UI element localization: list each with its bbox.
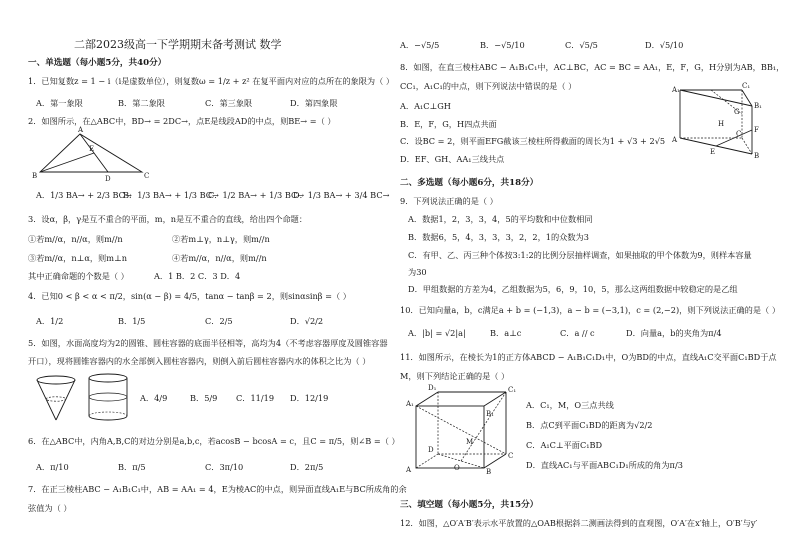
q11-label-b1: B₁ [486,410,494,418]
q10-stem: 10．已知向量a，b，c满足a + b = (−1,3)，a − b = (−3,1)，c = (2,−2)，则下列说法正确的是（ ） [400,305,781,315]
q3-proposition-3: ③若m//α，n⊥α，则m⊥n [28,253,127,263]
q1-option-c[interactable]: C．第三象限 [205,98,253,108]
q9-option-b[interactable]: B．数据6，5，4，3，3，3，2，2，1的众数为3 [408,232,589,242]
q8-option-b[interactable]: B．E，F，G，H四点共面 [400,119,497,129]
q2-option-a[interactable]: A．1/3 BA→ + 2/3 BC→ [36,190,132,200]
q5-stem-line-1: 5．如图，水面高度均为2的圆锥、圆柱容器的底面半径相等，高均为4（不考虑容器厚度及圆锥容器 [28,338,388,348]
q2-label-a: A [78,126,84,134]
q3-question: 其中正确命题的个数是（ ） [28,271,129,281]
q11-stem-line-1: 11．如图所示，在棱长为1的正方体ABCD − A₁B₁C₁D₁中，O为BD的中点，直线A₁C交平面C₁BD于点 [400,352,777,362]
q9-stem: 9．下列说法正确的是（ ） [400,196,498,206]
q6-option-c[interactable]: C．3π/10 [205,462,244,472]
q8-label-c1: C₁ [742,82,751,90]
page-title: 二部2023级高一下学期期末备考测试 数学 [74,38,282,51]
q8-label-a1: A₁ [672,86,680,94]
q10-option-c[interactable]: C．a // c [560,328,595,338]
q8-option-a[interactable]: A．A₁C⊥GH [400,101,451,111]
q11-label-c: C [508,452,514,460]
q4-option-a[interactable]: A．1/2 [36,316,64,326]
q3-proposition-4: ④若m//α，n//α，则m//n [172,253,267,263]
q11-label-a1: A₁ [406,400,414,408]
q8-label-b: B [754,152,760,160]
q10-option-a[interactable]: A．|b| = √2|a| [408,328,466,338]
q10-option-b[interactable]: B．a⊥c [490,328,522,338]
q8-label-a: A [672,136,678,144]
q8-stem-line-2: CC₁，A₁C₁的中点，则下列说法中错误的是（ ） [400,81,577,91]
q1-option-a[interactable]: A．第一象限 [36,98,83,108]
q7-stem-line-1: 7．在正三棱柱ABC − A₁B₁C₁中，AB = AA₁ = 4，E为棱AC的中点，则异面直线A₁E与BC所成角的余 [28,484,407,494]
q5-stem-line-2: 开口），现将圆锥容器内的水全部倒入圆柱容器内，则倒入前后圆柱容器内水的体积之比为（ ） [28,356,371,366]
q11-option-c[interactable]: C．A₁C⊥平面C₁BD [526,440,603,450]
q5-option-d[interactable]: D．12/19 [290,393,329,403]
q8-option-c[interactable]: C．设BC = 2，则平面EFG截该三棱柱所得截面的周长为1 + √3 + 2√5 [400,136,666,146]
q4-option-b[interactable]: B．1/5 [118,316,146,326]
q3-stem: 3．设α，β，γ是互不重合的平面，m，n是互不重合的直线，给出四个命题： [28,214,308,224]
q1-option-d[interactable]: D．第四象限 [290,98,338,108]
section-multiple-choice: 二、多选题（每小题6分，共18分） [400,178,539,188]
q3-proposition-2: ②若m⊥γ，n⊥γ，则m//n [172,234,270,244]
q9-option-c-continued: 为30 [408,267,427,277]
q3-proposition-1: ①若m//α，n//α，则m//n [28,234,123,244]
q11-label-a: A [406,466,412,474]
q11-label-c1: C₁ [508,386,517,394]
q2-triangle-figure [32,126,150,183]
q2-label-c: C [144,172,150,180]
q7-option-b[interactable]: B．−√5/10 [480,40,525,50]
q6-stem: 6．在△ABC中，内角A,B,C的对边分别是a,b,c，若acosB − bcosA = c，且C = π/5，则∠B =（ ） [28,436,400,446]
q6-option-a[interactable]: A．π/10 [36,462,69,472]
q4-option-d[interactable]: D．√2/2 [290,316,324,326]
section-single-choice: 一、单选题（每小题5分，共40分） [28,58,167,68]
q8-prism-figure [672,82,762,160]
q4-option-c[interactable]: C．2/5 [205,316,233,326]
q8-label-c: C [736,130,742,138]
q11-label-b: B [486,468,492,476]
q7-option-c[interactable]: C．√5/5 [565,40,598,50]
q7-option-d[interactable]: D．√5/10 [645,40,684,50]
q8-label-b1: B₁ [754,102,762,110]
left-column [28,0,407,560]
q1-stem: 1．已知复数z = 1 − i（i是虚数单位），则复数ω = 1/z + z² 在复平面内对应的点所在的象限为（ ） [28,76,395,86]
q9-option-d[interactable]: D．甲组数据的方差为4，乙组数据为5，6，9，10，5，那么这两组数据中较稳定的是乙组 [408,284,738,294]
q11-stem-line-2: M，则下列结论正确的是（ ） [400,371,510,381]
q2-stem: 2．如图所示，在△ABC中，BD→ = 2DC→，点E是线段AD的中点，则BE→ =（ ） [28,116,336,126]
q11-label-m: M [466,438,474,446]
q6-option-b[interactable]: B．π/5 [118,462,146,472]
q2-option-c[interactable]: C．1/2 BA→ + 1/3 BC→ [208,190,305,200]
q12-stem: 12．如图，△O′A′B′表示水平放置的△OAB根据斜二测画法得到的直观图，O′A′在x′轴上，O′B′与y′ [400,518,758,528]
q1-option-b[interactable]: B．第二象限 [118,98,165,108]
q2-option-d[interactable]: D．1/3 BA→ + 3/4 BC→ [293,190,390,200]
q8-label-f: F [754,126,759,134]
right-column [400,0,785,560]
q5-option-c[interactable]: C．11/19 [236,393,275,403]
q9-option-a[interactable]: A．数据1，2，3，3，4，5的平均数和中位数相同 [408,214,593,224]
q11-cube-figure [406,384,520,476]
q11-label-d: D [428,446,434,454]
q7-option-a[interactable]: A．−√5/5 [400,40,440,50]
q3-options[interactable]: A．1 B．2 C．3 D．4 [154,271,241,281]
q11-option-a[interactable]: A．C₁，M，O三点共线 [526,400,614,410]
q2-option-b[interactable]: B．1/3 BA→ + 1/3 BC→ [123,190,219,200]
q2-label-b: B [32,172,38,180]
q10-option-d[interactable]: D．向量a，b的夹角为π/4 [626,328,722,338]
q9-option-c[interactable]: C．有甲、乙、丙三种个体按3:1:2的比例分层抽样调查，如果抽取的甲个体数为9，则样本容量 [408,250,752,260]
q6-option-d[interactable]: D．2π/5 [290,462,324,472]
q11-option-d[interactable]: D．直线AC₁与平面ABC₁D₁所成的角为π/3 [526,460,683,470]
q11-label-d1: D₁ [428,384,437,392]
q5-cone-cylinder-figure [34,372,134,424]
q8-label-h: H [718,120,725,128]
q5-option-b[interactable]: B．5/9 [190,393,218,403]
q8-stem-line-1: 8．如图，在直三棱柱ABC − A₁B₁C₁中，AC⊥BC，AC = BC = AA₁，E，F，G，H分别为AB，BB₁， [400,62,785,72]
q7-stem-line-2: 弦值为（ ） [28,503,72,513]
q2-label-d: D [105,175,111,183]
q11-option-b[interactable]: B．点C到平面C₁BD的距离为√2/2 [526,420,653,430]
q2-label-e: E [89,145,95,153]
q4-stem: 4．已知0 < β < α < π/2，sin(α − β) = 4/5，tanα − tanβ = 2，则sinαsinβ =（ ） [28,291,351,301]
q8-label-g: G [734,108,740,116]
q8-label-e: E [710,148,716,156]
q11-label-o: O [454,464,460,472]
q8-option-d[interactable]: D．EF、GH、AA₁三线共点 [400,154,505,164]
section-fill-in: 三、填空题（每小题5分，共15分） [400,500,539,510]
q5-option-a[interactable]: A．4/9 [140,393,168,403]
